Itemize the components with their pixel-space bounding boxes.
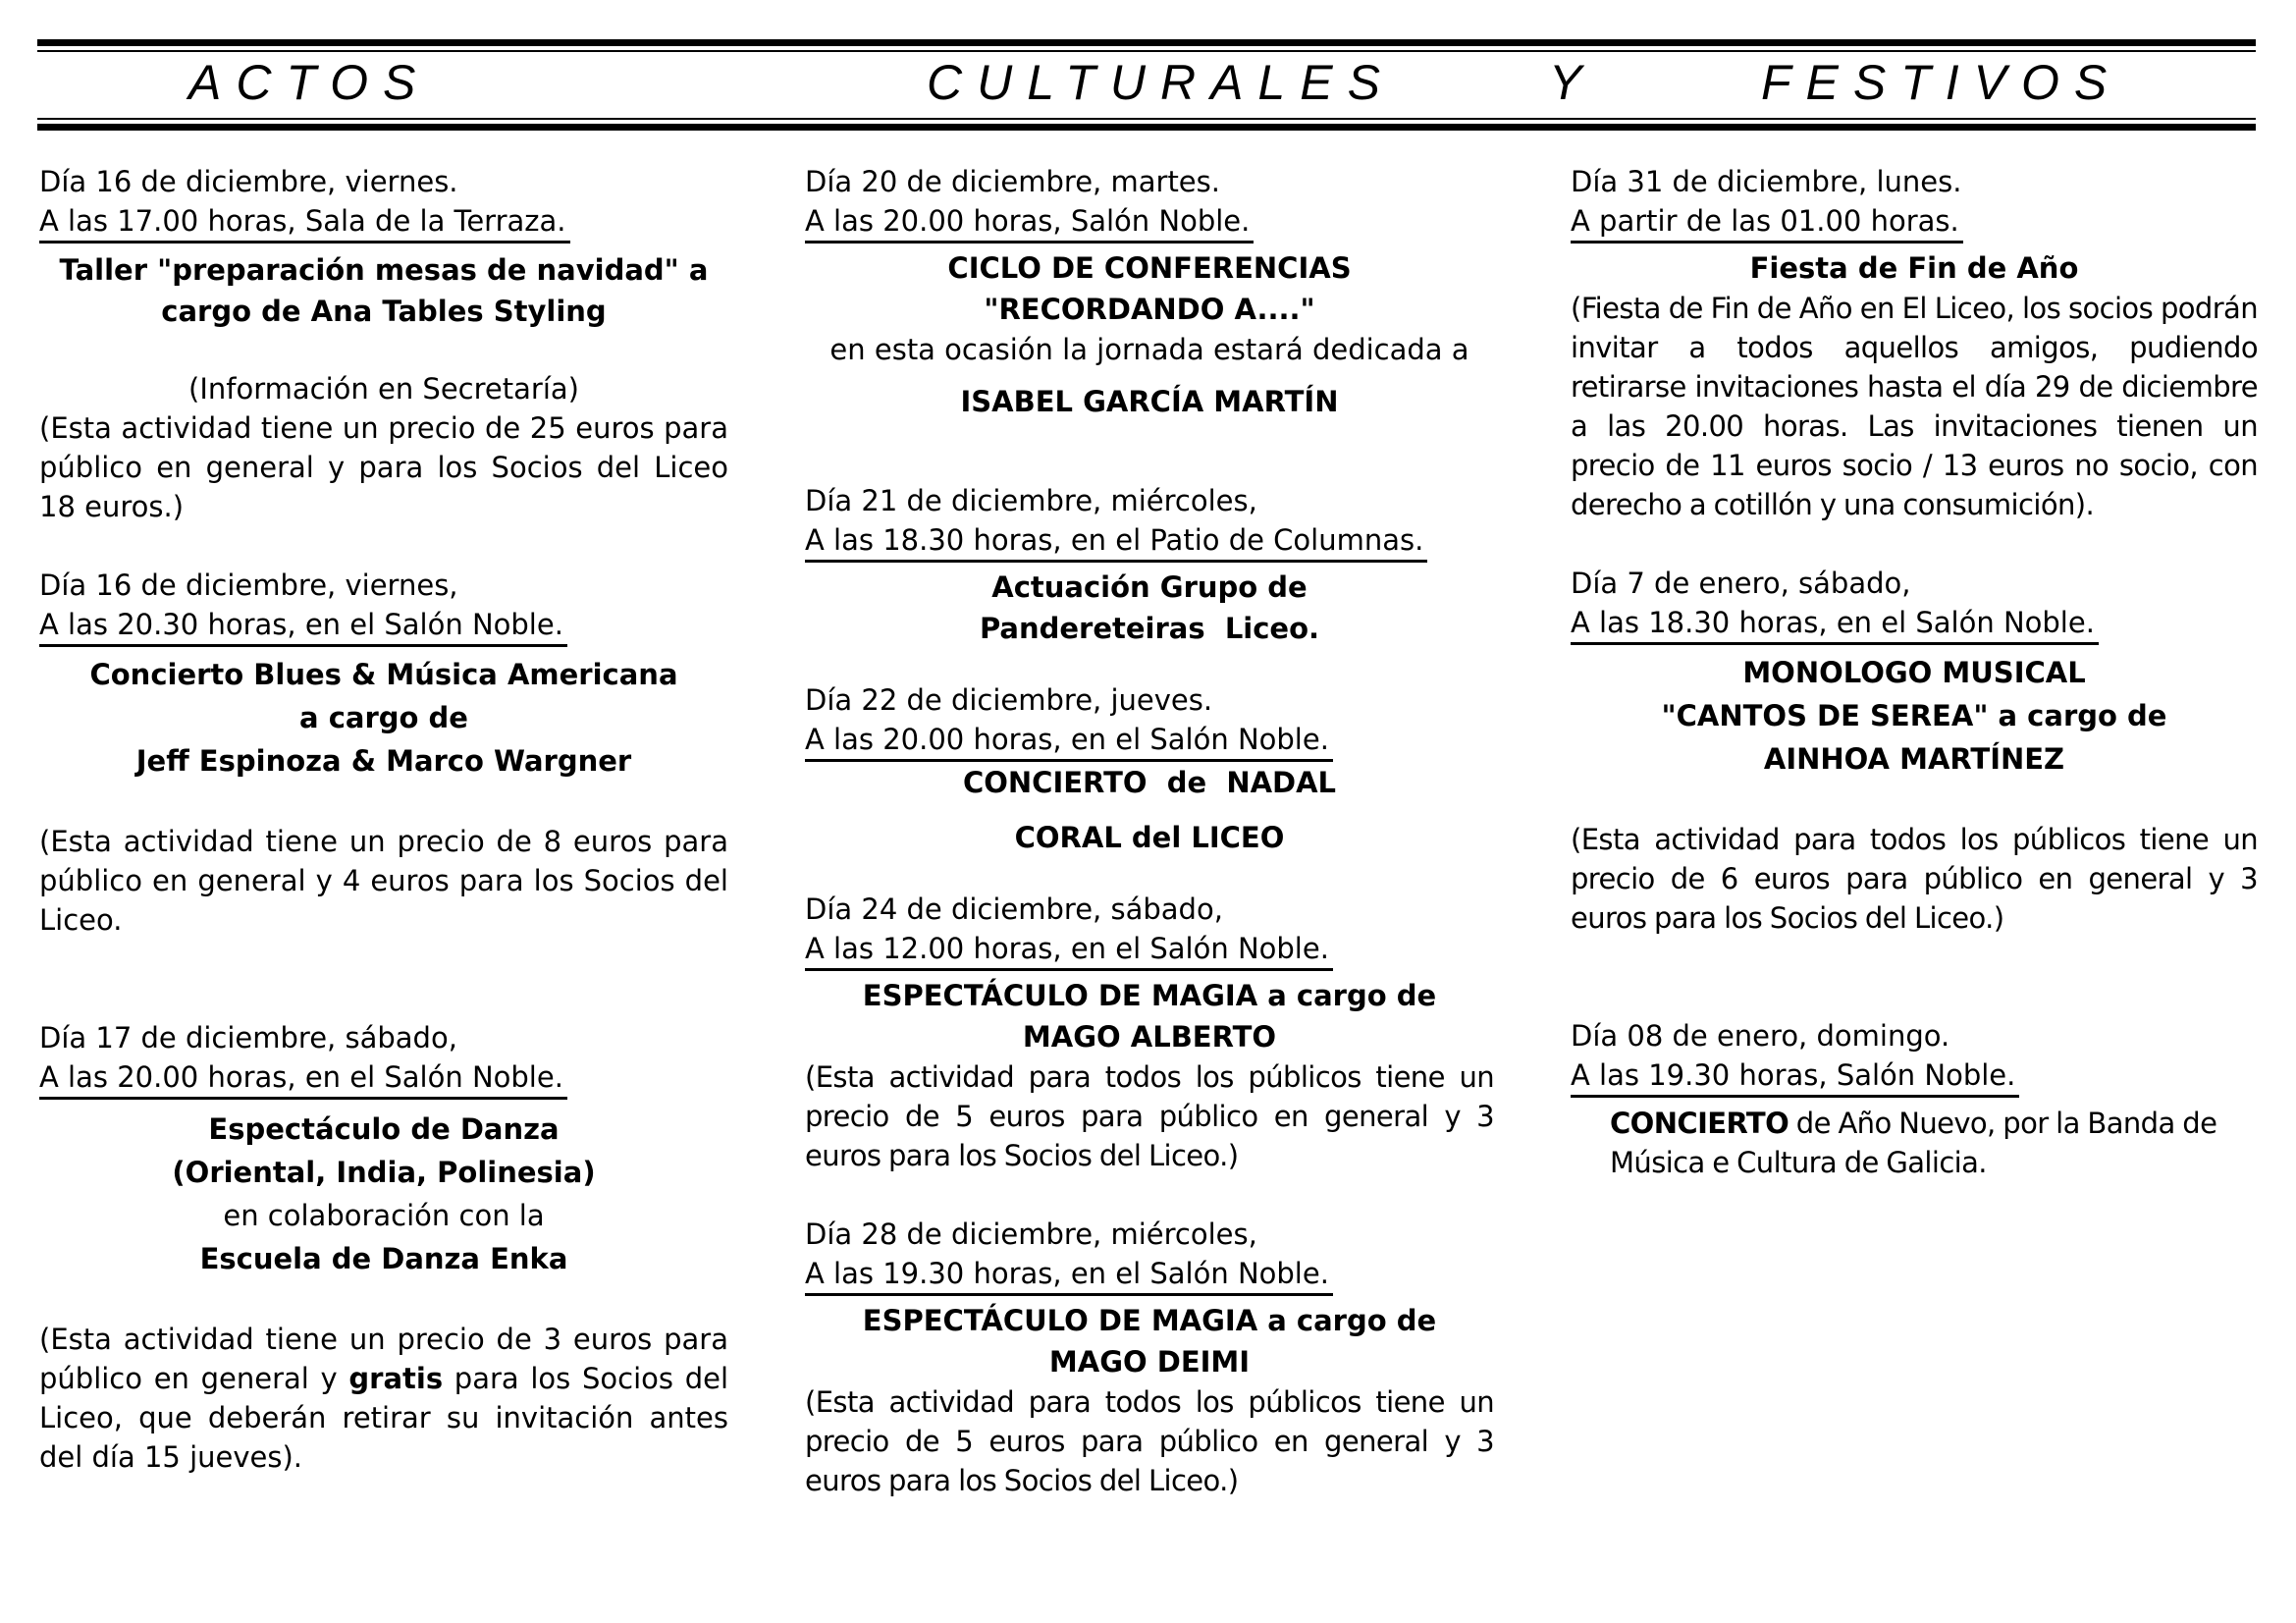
event-title: cargo de Ana Tables Styling [161, 295, 607, 328]
event-title: ESPECTÁCULO DE MAGIA a cargo de [862, 1304, 1437, 1337]
event-magia-alberto [805, 890, 1494, 1175]
header-rule-top-thick [37, 39, 2256, 46]
event-time: A las 20.00 horas, en el Salón Noble. [805, 720, 1333, 762]
event-price: (Esta actividad tiene un precio de 3 euros para público en general y gratis para los Socios del Liceo, que deberán retirar su invitación antes del día 15 jueves). [39, 1323, 728, 1474]
event-title: Fiesta de Fin de Año [1749, 251, 2079, 285]
event-time: A las 20.30 horas, en el Salón Noble. [39, 605, 567, 647]
title-word-festivos: FESTIVOS [1761, 55, 2122, 110]
event-time: A las 20.00 horas, en el Salón Noble. [39, 1057, 567, 1100]
event-taller [39, 162, 728, 526]
event-title: MAGO DEIMI [1048, 1345, 1251, 1379]
event-date: Día 08 de enero, domingo. [1571, 1019, 1950, 1053]
event-title: MONOLOGO MUSICAL [1742, 656, 2086, 689]
event-title: ISABEL GARCÍA MARTÍN [960, 385, 1339, 418]
event-price: (Esta actividad tiene un precio de 8 euros para público en general y 4 euros para los Socios del Liceo. [39, 825, 728, 937]
event-magia-deimi [805, 1215, 1494, 1500]
column-right [1571, 162, 2258, 1182]
event-date: Día 28 de diciembre, miércoles, [805, 1217, 1257, 1251]
event-time: A las 20.00 horas, Salón Noble. [805, 201, 1254, 243]
event-price: (Esta actividad para todos los públicos tiene un precio de 6 euros para público en general y 3 euros para los Socios del Liceo.) [1571, 823, 2258, 935]
event-time: A las 18.30 horas, en el Salón Noble. [1571, 603, 2099, 645]
event-title: Taller "preparación mesas de navidad" a [59, 253, 709, 287]
event-date: Día 22 de diciembre, jueves. [805, 683, 1213, 717]
event-title: CORAL del LICEO [1014, 821, 1285, 854]
event-date: Día 21 de diciembre, miércoles, [805, 484, 1257, 517]
header-rule-top-thin [37, 50, 2256, 52]
header-rule-bottom-thick [37, 124, 2256, 131]
column-middle [805, 162, 1494, 1500]
column-left [39, 162, 728, 1477]
event-collab: en colaboración con la [223, 1199, 545, 1232]
event-price: (Esta actividad tiene un precio de 25 euros para público en general y para los Socios del Liceo 18 euros.) [39, 411, 728, 523]
event-title: Actuación Grupo de [991, 570, 1308, 604]
event-title: Pandereteiras Liceo. [979, 612, 1320, 645]
event-desc: CONCIERTO de Año Nuevo, por la Banda de Música e Cultura de Galicia. [1610, 1107, 2217, 1179]
event-title: (Oriental, India, Polinesia) [172, 1156, 596, 1189]
event-info: (Información en Secretaría) [188, 372, 579, 406]
title-word-y: Y [1549, 55, 1597, 110]
event-title: "CANTOS DE SEREA" a cargo de [1661, 699, 2167, 732]
event-title: CONCIERTO de NADAL [962, 766, 1337, 799]
event-time: A partir de las 01.00 horas. [1571, 201, 1963, 243]
event-time: A las 17.00 horas, Sala de la Terraza. [39, 201, 570, 243]
event-date: Día 24 de diciembre, sábado, [805, 893, 1223, 926]
concierto-label: CONCIERTO [1610, 1107, 1789, 1140]
header-rule-bottom-thin [37, 118, 2256, 120]
event-title: "RECORDANDO A...." [984, 293, 1315, 326]
title-word-actos: ACTOS [188, 55, 431, 110]
event-title: Concierto Blues & Música Americana [89, 658, 678, 691]
event-date: Día 7 de enero, sábado, [1571, 567, 1911, 600]
event-pandereteiras [805, 481, 1494, 649]
event-date: Día 17 de diciembre, sábado, [39, 1021, 457, 1055]
event-price: (Esta actividad para todos los públicos tiene un precio de 5 euros para público en general y 3 euros para los Socios del Liceo.) [805, 1060, 1494, 1172]
event-time: A las 19.30 horas, Salón Noble. [1571, 1055, 2019, 1098]
event-price: (Esta actividad para todos los públicos tiene un precio de 5 euros para público en general y 3 euros para los Socios del Liceo.) [805, 1385, 1494, 1497]
event-danza [39, 1018, 728, 1477]
event-desc: (Fiesta de Fin de Año en El Liceo, los socios podrán invitar a todos aquellos amigos, pudiendo retirarse invitaciones hasta el día 29 de diciembre a las 20.00 horas. Las invitaciones tienen un precio de 11 euros socio / 13 euros no socio, con derecho a cotillón y una consumición). [1571, 292, 2258, 521]
event-title: Escuela de Danza Enka [199, 1242, 568, 1275]
event-conferencias [805, 162, 1494, 422]
event-date: Día 20 de diciembre, martes. [805, 165, 1220, 198]
title-word-culturales: CULTURALES [927, 55, 1395, 110]
event-time: A las 18.30 horas, en el Patio de Columnas. [805, 520, 1427, 563]
event-title: Espectáculo de Danza [208, 1112, 560, 1146]
event-date: Día 16 de diciembre, viernes. [39, 165, 458, 198]
event-monologo [1571, 564, 2258, 938]
event-time: A las 19.30 horas, en el Salón Noble. [805, 1254, 1333, 1296]
event-concierto-blues [39, 566, 728, 940]
event-title: a cargo de [299, 701, 468, 734]
event-title: AINHOA MARTÍNEZ [1763, 742, 2065, 776]
event-title: CICLO DE CONFERENCIAS [947, 251, 1352, 285]
event-title: ESPECTÁCULO DE MAGIA a cargo de [862, 979, 1437, 1012]
event-date: Día 16 de diciembre, viernes, [39, 568, 458, 602]
event-title: MAGO ALBERTO [1022, 1020, 1277, 1054]
gratis-text: gratis [348, 1362, 444, 1395]
event-desc: en esta ocasión la jornada estará dedicada a [829, 333, 1469, 366]
event-time: A las 12.00 horas, en el Salón Noble. [805, 929, 1333, 971]
event-concierto-nadal [805, 680, 1494, 858]
event-concierto-ano-nuevo [1571, 1016, 2258, 1182]
event-date: Día 31 de diciembre, lunes. [1571, 165, 1962, 198]
event-title: Jeff Espinoza & Marco Wargner [135, 744, 632, 778]
event-fin-de-ano [1571, 162, 2258, 524]
